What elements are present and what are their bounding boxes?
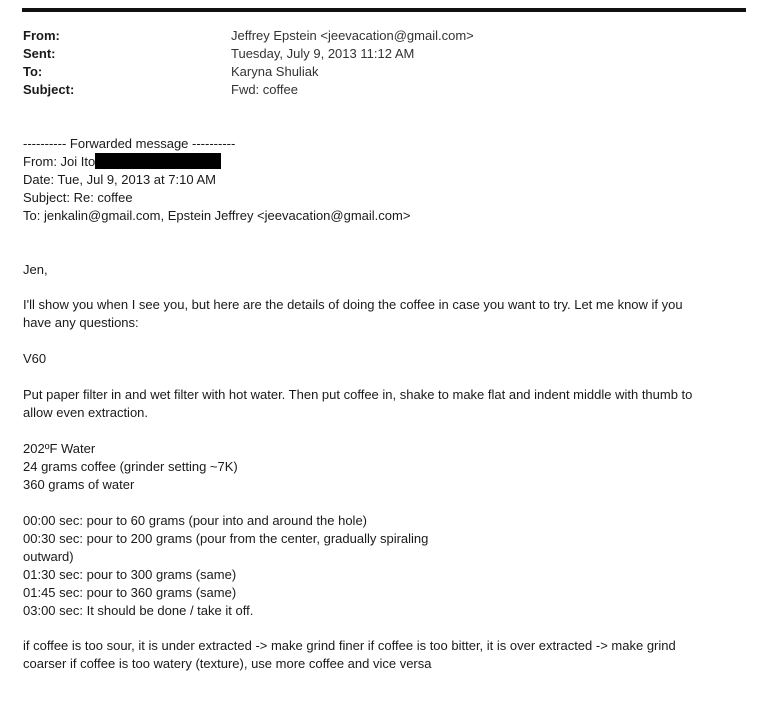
header-row-subject: [23, 81, 733, 99]
ingredient-line: 360 grams of water: [23, 477, 135, 492]
method-name: V60: [23, 351, 47, 366]
header-row-from: [23, 27, 733, 45]
step-line: 00:30 sec: pour to 200 grams (pour from the center, gradually spiraling: [23, 531, 429, 546]
intro-line-1: I'll show you when I see you, but here are the details of doing the coffee in case you want to try. Let me know if you: [23, 297, 683, 312]
tips-line-1: if coffee is too sour, it is under extracted -> make grind finer if coffee is too bitter, it is over extracted -> make grind: [23, 638, 676, 653]
subject-value: Fwd: coffee: [231, 82, 298, 97]
redaction-bar: [95, 153, 221, 169]
header-row-to: [23, 63, 733, 81]
forwarded-to: To: jenkalin@gmail.com, Epstein Jeffrey <jeevacation@gmail.com>: [23, 208, 411, 223]
to-value: Karyna Shuliak: [231, 64, 319, 79]
forwarded-date: Date: Tue, Jul 9, 2013 at 7:10 AM: [23, 172, 216, 187]
ingredient-line: 24 grams coffee (grinder setting ~7K): [23, 459, 238, 474]
step-line: 00:00 sec: pour to 60 grams (pour into and around the hole): [23, 513, 367, 528]
forwarded-from-line: [23, 153, 221, 171]
step-line: 03:00 sec: It should be done / take it off.: [23, 603, 254, 618]
prep-line-1: Put paper filter in and wet filter with hot water. Then put coffee in, shake to make flat and indent middle with thumb to: [23, 387, 693, 402]
sent-label: Sent:: [23, 46, 56, 61]
step-line: 01:45 sec: pour to 360 grams (same): [23, 585, 237, 600]
greeting: Jen,: [23, 262, 48, 277]
to-label: To:: [23, 64, 43, 79]
step-line: 01:30 sec: pour to 300 grams (same): [23, 567, 237, 582]
tips-line-2: coarser if coffee is too watery (texture), use more coffee and vice versa: [23, 656, 432, 671]
header-row-sent: [23, 45, 733, 63]
sent-value: Tuesday, July 9, 2013 11:12 AM: [231, 46, 415, 61]
ingredient-line: 202ºF Water: [23, 441, 96, 456]
prep-line-2: allow even extraction.: [23, 405, 149, 420]
header-divider: [22, 8, 746, 12]
step-line: outward): [23, 549, 74, 564]
forwarded-subject: Subject: Re: coffee: [23, 190, 133, 205]
subject-label: Subject:: [23, 82, 75, 97]
from-value: Jeffrey Epstein <jeevacation@gmail.com>: [231, 28, 474, 43]
intro-line-2: have any questions:: [23, 315, 139, 330]
from-label: From:: [23, 28, 60, 43]
forwarded-from: From: Joi Ito: [23, 154, 96, 169]
forwarded-separator: ---------- Forwarded message ----------: [23, 136, 236, 151]
